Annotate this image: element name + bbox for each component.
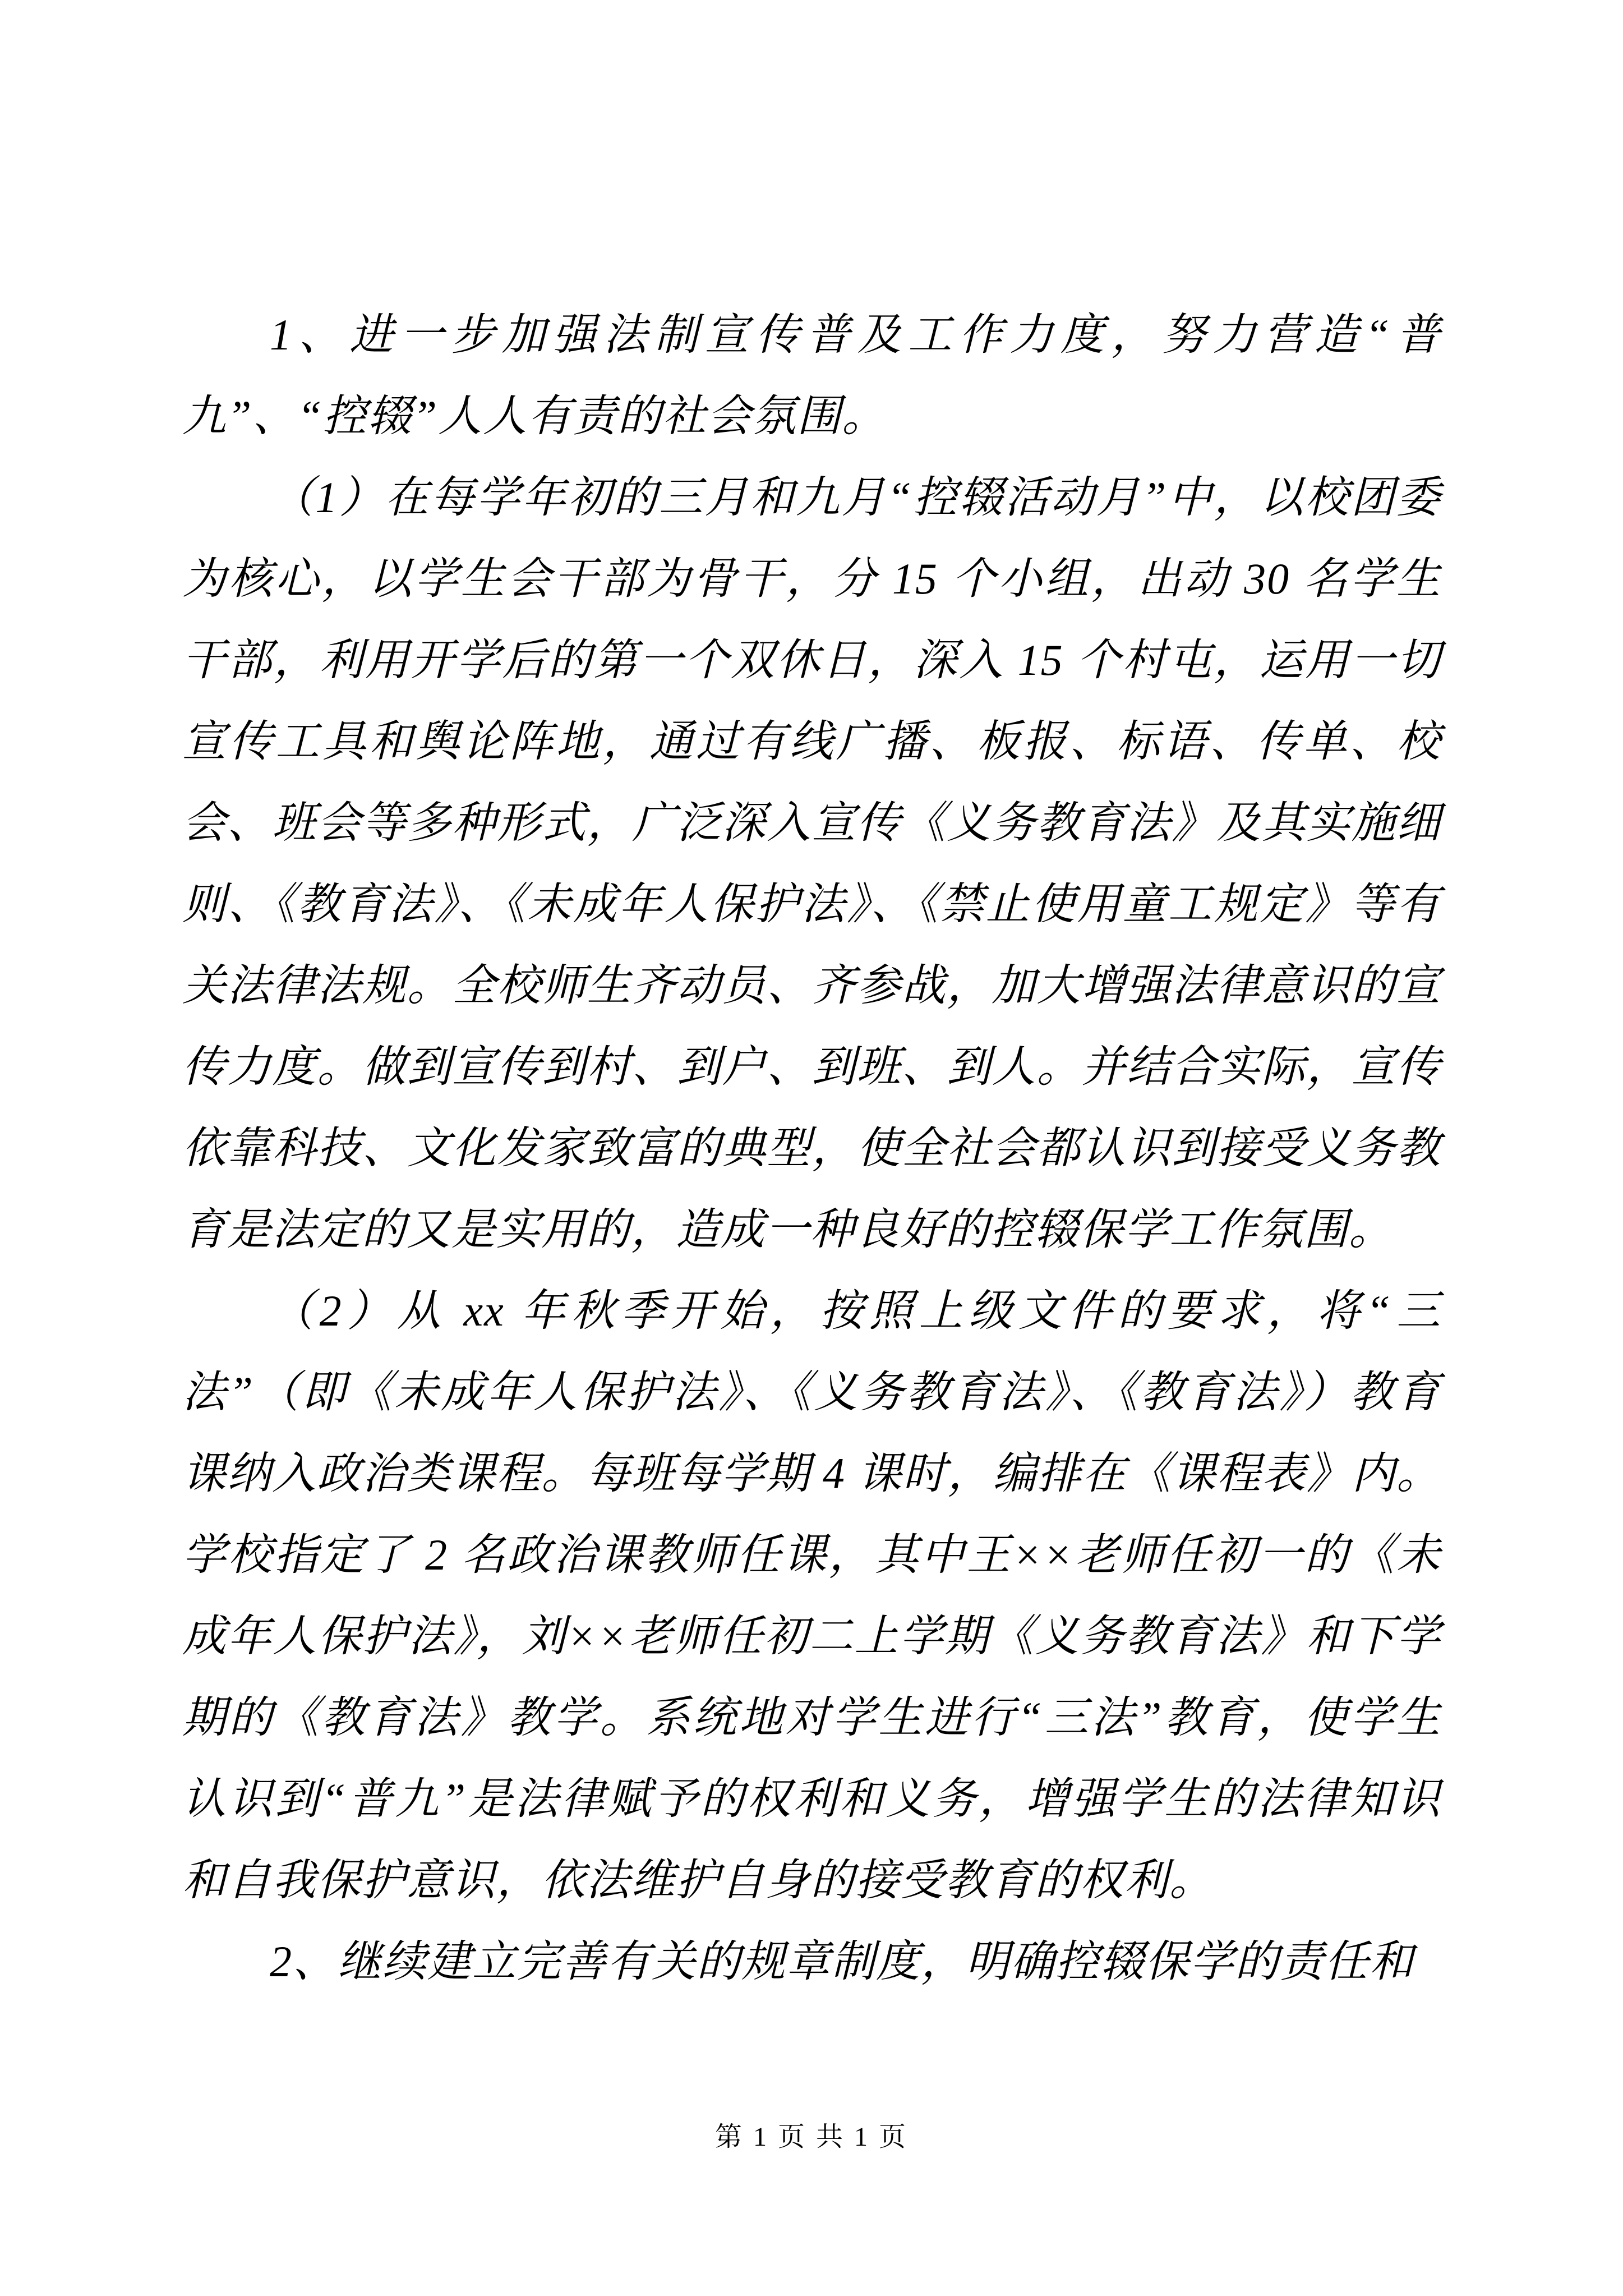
- paragraph: 1、进一步加强法制宣传普及工作力度，努力营造“普九”、“控辍”人人有责的社会氛围。: [182, 310, 1441, 440]
- page-number: 第 1 页 共 1 页: [714, 2122, 908, 2152]
- page-footer: [0, 2122, 1623, 2153]
- paragraph: （1）在每学年初的三月和九月“控辍活动月”中，以校团委为核心，以学生会干部为骨干，分 15 个小组，出动 30 名学生干部，利用开学后的第一个双休日，深入 15 个村屯，运用一切宣传工具和舆论阵地，通过有线广播、板报、标语、传单、校会、班会等多种形式，广泛深入宣传《义务教育法》及其实施细则、《教育法》、《未成年人保护法》、《禁止使用童工规定》等有关法律法规。全校师生齐动员、齐参战，加大增强法律意识的宣传力度。做到宣传到村、到户、到班、到人。并结合实际，宣传依靠科技、文化发家致富的典型，使全社会都认识到接受义务教育是法定的又是实用的，造成一种良好的控辍保学工作氛围。: [182, 473, 1441, 1254]
- paragraph: （2）从 xx 年秋季开始，按照上级文件的要求，将“三法”（即《未成年人保护法》、《义务教育法》、《教育法》）教育课纳入政治类课程。每班每学期 4 课时，编排在《课程表》内。学校指定了 2 名政治课教师任课，其中王××老师任初一的《未成年人保护法》，刘××老师任初二上学期《义务教育法》和下学期的《教育法》教学。系统地对学生进行“三法”教育，使学生认识到“普九”是法律赋予的权利和义务，增强学生的法律知识和自我保护意识，依法维护自身的接受教育的权利。: [182, 1286, 1441, 1904]
- document-body: [182, 294, 1441, 2002]
- paragraph: 2、继续建立完善有关的规章制度，明确控辍保学的责任和: [270, 1937, 1415, 1986]
